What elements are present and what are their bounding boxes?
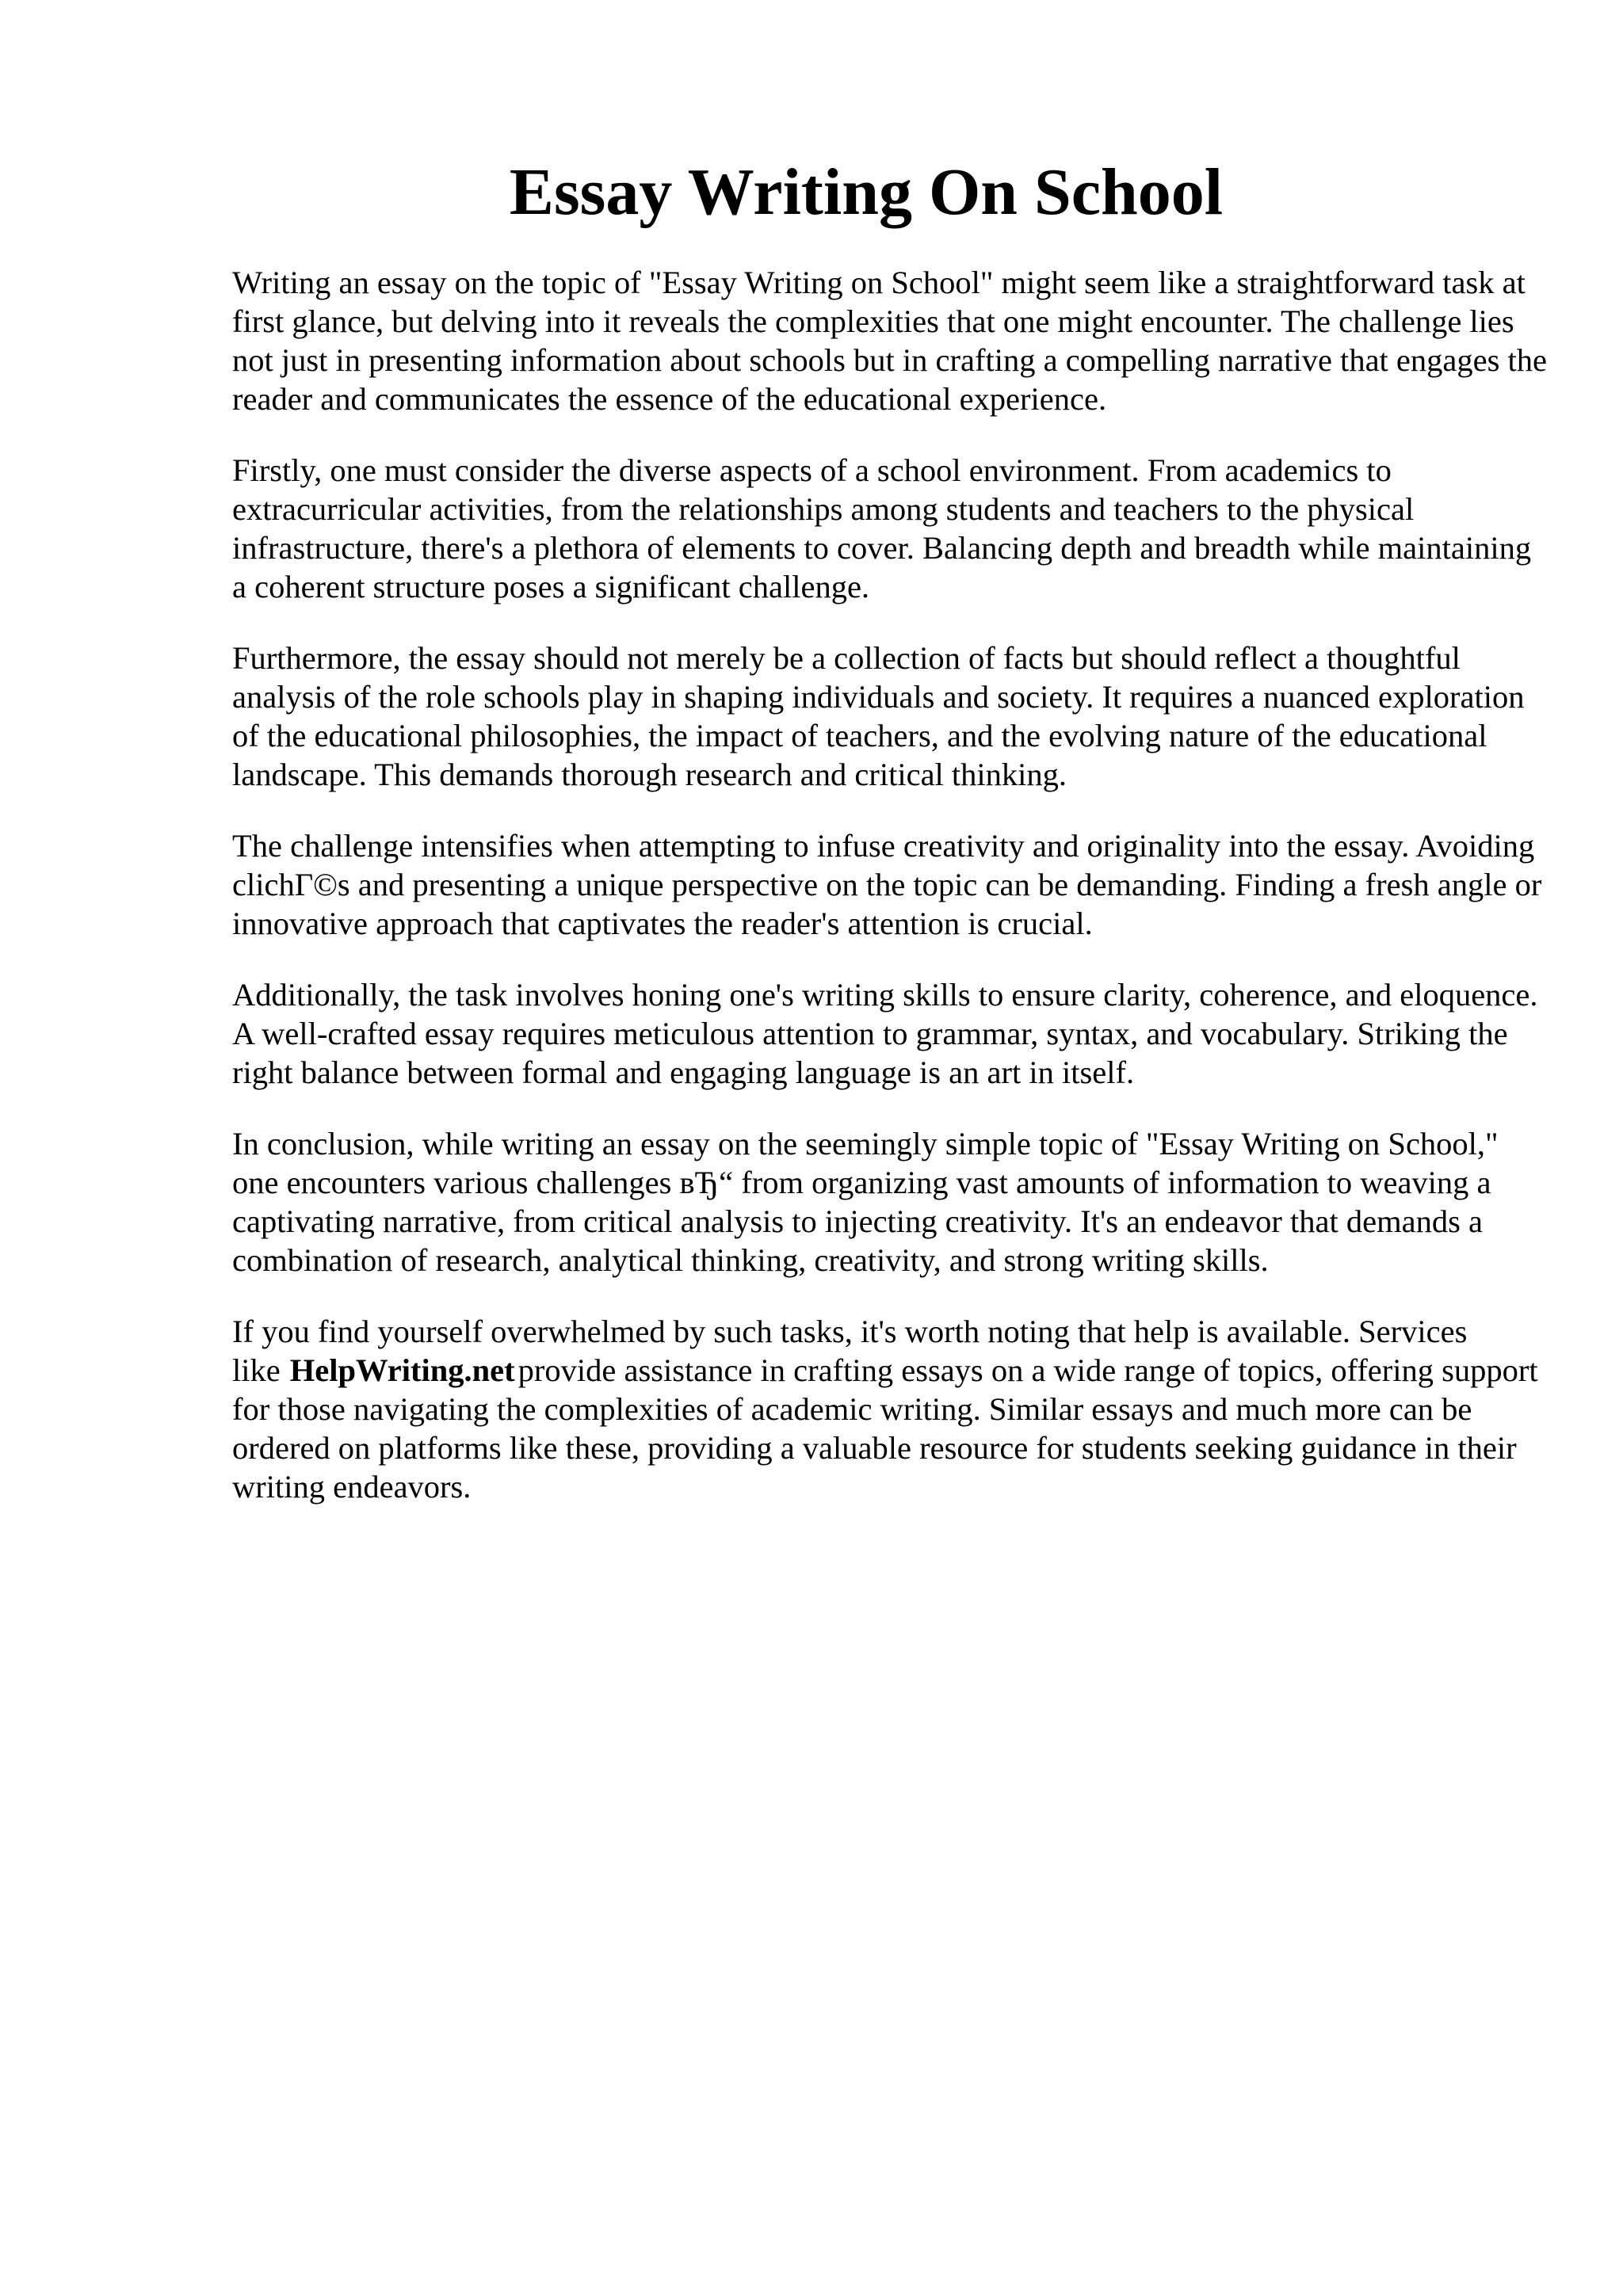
paragraph-4: The challenge intensifies when attempting to infuse creativity and originality into the essay. Avoiding clichГ©s and presenting a unique perspective on the topic can be demanding. Finding a fresh angle or innovative approach that captivates the reader's attention is crucial. xyxy=(232,828,1542,941)
paragraph-5: Additionally, the task involves honing one's writing skills to ensure clarity, coherence, and eloquence. A well-crafted essay requires meticulous attention to grammar, syntax, and vocabulary. Striking the right balance between formal and engaging language is an art in itself. xyxy=(232,977,1538,1090)
paragraph-7 xyxy=(232,1312,1548,1506)
helpwriting-link[interactable]: HelpWriting.net xyxy=(289,1352,515,1388)
paragraph-1: Writing an essay on the topic of "Essay Writing on School" might seem like a straightforward task at first glance, but delving into it reveals the complexities that one might encounter. The challenge lies not just in presenting information about schools but in crafting a compelling narrative that engages the reader and communicates the essence of the educational experience. xyxy=(232,265,1547,417)
paragraph-7-after-link: provide assistance in crafting essays on a wide range of topics, offering support for those navigating the complexities of academic writing. Similar essays and much more can be ordered on platforms like these, providing a valuable resource for students seeking guidance in their writing endeavors. xyxy=(232,1352,1538,1505)
paragraph-6: In conclusion, while writing an essay on the seemingly simple topic of "Essay Writing on School," one encounters various challenges вЂ“ from organizing vast amounts of information to weaving a captivating narrative, from critical analysis to injecting creativity. It's an endeavor that demands a combination of research, analytical thinking, creativity, and strong writing skills. xyxy=(232,1126,1499,1278)
paragraph-3: Furthermore, the essay should not merely be a collection of facts but should reflect a thoughtful analysis of the role schools play in shaping individuals and society. It requires a nuanced exploration of the educational philosophies, the impact of teachers, and the evolving nature of the educational landscape. This demands thorough research and critical thinking. xyxy=(232,640,1525,792)
paragraph-7-before-link: If you find yourself overwhelmed by such tasks, it's worth noting that help is available. Services like xyxy=(232,1314,1468,1388)
paragraph-2: Firstly, one must consider the diverse aspects of a school environment. From academics to extracurricular activities, from the relationships among students and teachers to the physical infrastructure, there's a plethora of elements to cover. Balancing depth and breadth while maintaining a coherent structure poses a significant challenge. xyxy=(232,452,1532,605)
document-body xyxy=(232,263,1548,1539)
document-title: Essay Writing On School xyxy=(509,155,1224,229)
